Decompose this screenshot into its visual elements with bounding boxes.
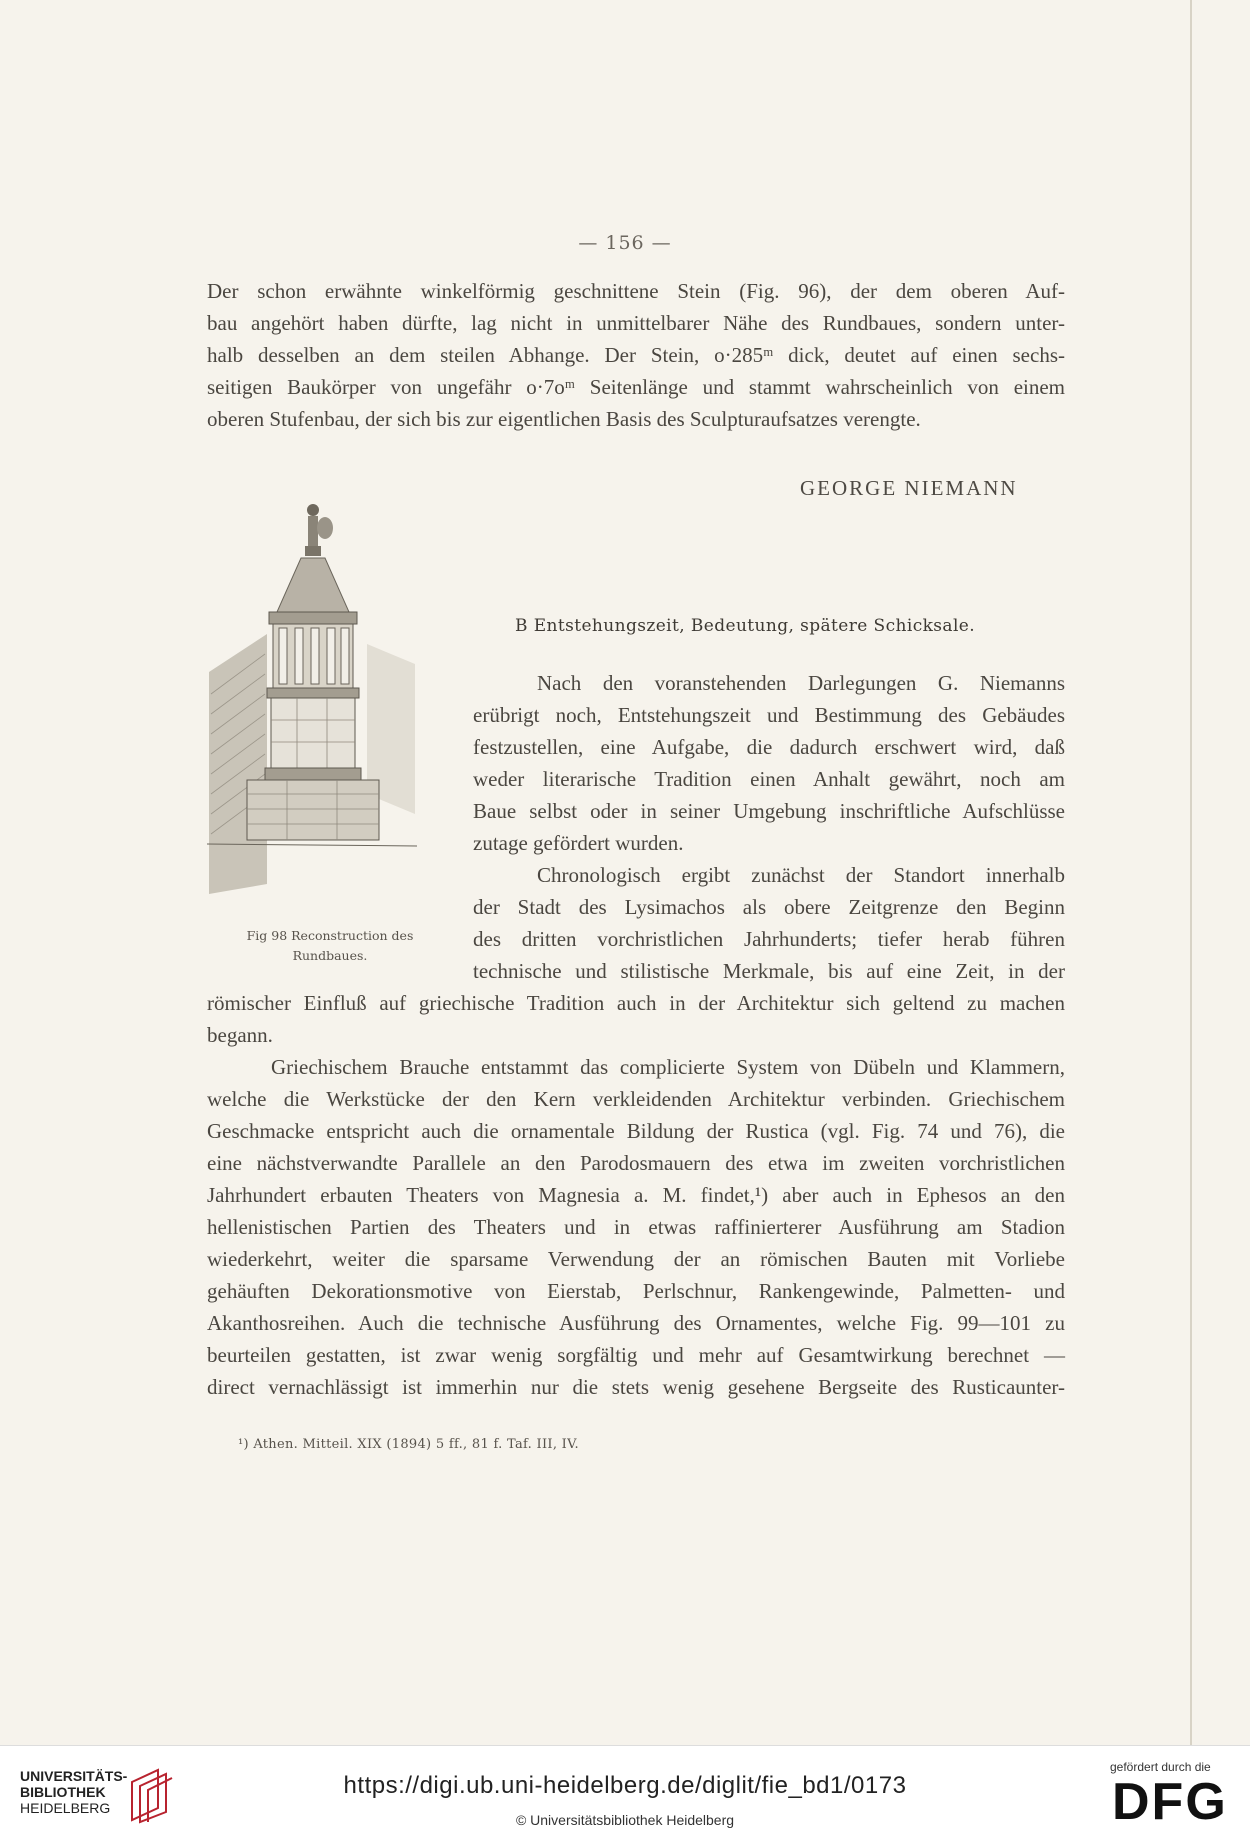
cornice <box>269 612 357 624</box>
statue <box>305 504 333 556</box>
base-moulding <box>267 688 359 698</box>
paragraph-1 <box>207 275 1065 435</box>
funding-label: gefördert durch die <box>1110 1760 1211 1774</box>
text-line: bau angehört haben dürfte, lag nicht in unmittelbarer Nähe des Rundbaues, sondern unter- <box>207 311 1065 335</box>
caption-line: Rundbaues. <box>292 948 368 963</box>
text-line: gehäuften Dekorationsmotive von Eierstab, Perlschnur, Rankengewinde, Palmetten- und <box>207 1279 1065 1303</box>
author-signature: GEORGE NIEMANN <box>800 476 1018 500</box>
text-line: eine nächstverwandte Parallele an den Parodosmauern des etwa im zweiten vorchristlichen <box>207 1151 1065 1175</box>
section-heading: B Entstehungszeit, Bedeutung, spätere Schicksale. <box>515 616 976 636</box>
hillside-shade <box>209 634 267 894</box>
text-line: begann. <box>207 1023 273 1047</box>
caption-line: Fig 98 Reconstruction des <box>246 928 414 943</box>
text-line: seitigen Baukörper von ungefähr o·7oᵐ Seitenlänge und stammt wahrscheinlich von einem <box>207 375 1065 399</box>
paragraph-2 <box>473 667 1065 987</box>
text-line: Geschmacke entspricht auch die ornamentale Bildung der Rustica (vgl. Fig. 74 und 76), die <box>207 1119 1065 1143</box>
text-line: hellenistischen Partien des Theaters und in etwas raffinierterer Ausführung am Stadion <box>207 1215 1065 1239</box>
text-line: weder literarische Tradition einen Anhalt gewährt, noch am <box>473 767 1065 791</box>
footnote-marker: ¹) <box>238 1437 249 1452</box>
text-line: festzustellen, eine Aufgabe, die dadurch erschwert wird, daß <box>473 735 1065 759</box>
text-line: zutage gefördert wurden. <box>473 831 684 855</box>
dfg-logo[interactable]: DFG <box>1112 1773 1228 1831</box>
paragraph-3 <box>207 987 1065 1403</box>
text-line: welche die Werkstücke der den Kern verkleidenden Architektur verbinden. Griechischem <box>207 1087 1065 1111</box>
text-line: beurteilen gestatten, ist zwar wenig sorgfältig und mehr auf Gesamtwirkung berechnet — <box>207 1343 1065 1367</box>
text-line: oberen Stufenbau, der sich bis zur eigentlichen Basis des Sculpturaufsatzes verengte. <box>207 407 921 431</box>
text-line: römischer Einfluß auf griechische Tradition auch in der Architektur sich geltend zu machen <box>207 991 1065 1015</box>
library-line: BIBLIOTHEK <box>20 1784 106 1800</box>
library-line: HEIDELBERG <box>20 1800 111 1816</box>
copyright-notice: © Universitätsbibliothek Heidelberg <box>515 1812 735 1828</box>
text-line: der Stadt des Lysimachos als obere Zeitgrenze den Beginn <box>473 895 1065 919</box>
text-line: wiederkehrt, weiter die sparsame Verwendung der an römischen Bauten mit Vorliebe <box>207 1247 1065 1271</box>
text-line: Jahrhundert erbauten Theaters von Magnesia a. M. findet,¹) aber auch in Ephesos an den <box>207 1183 1065 1207</box>
footnote <box>238 1437 579 1452</box>
text-line: erübrigt noch, Entstehungszeit und Bestimmung des Gebäudes <box>473 703 1065 727</box>
text-line: halb desselben an dem steilen Abhange. Der Stein, o·285ᵐ dick, deutet auf einen sechs- <box>207 343 1065 367</box>
figure-rundbau-illustration <box>207 494 417 914</box>
drum <box>271 698 355 768</box>
podium <box>247 780 379 840</box>
text-line: direct vernachlässigt ist immerhin nur die stets wenig gesehene Bergseite des Rusticaunter- <box>207 1375 1065 1399</box>
page-number: — 156 — <box>578 232 672 254</box>
figure-caption <box>230 926 430 966</box>
text-line: des dritten vorchristlichen Jahrhunderts; tiefer herab führen <box>473 927 1065 951</box>
footnote-text: Athen. Mitteil. XIX (1894) 5 ff., 81 f. Taf. III, IV. <box>253 1437 579 1452</box>
text-line: Griechischem Brauche entstammt das complicierte System von Dübeln und Klammern, <box>271 1055 1065 1079</box>
text-line: Baue selbst oder in seiner Umgebung inschriftliche Aufschlüsse <box>473 799 1065 823</box>
conical-roof <box>277 558 349 612</box>
viewer-footer <box>0 1745 1250 1841</box>
drum-base <box>265 768 361 780</box>
permalink-url[interactable]: https://digi.ub.uni-heidelberg.de/diglit/fie_bd1/0173 <box>343 1772 907 1799</box>
library-line: UNIVERSITÄTS- <box>20 1768 128 1784</box>
text-line: Nach den voranstehenden Darlegungen G. Niemanns <box>537 671 1065 695</box>
text-line: Der schon erwähnte winkelförmig geschnittene Stein (Fig. 96), der dem oberen Auf- <box>207 279 1065 303</box>
text-line: Chronologisch ergibt zunächst der Standort innerhalb <box>537 863 1065 887</box>
text-line: Akanthosreihen. Auch die technische Ausführung des Ornamentes, welche Fig. 99—101 zu <box>207 1311 1065 1335</box>
text-line: technische und stilistische Merkmale, bis auf eine Zeit, in der <box>473 959 1065 983</box>
page-edge <box>1190 0 1192 1745</box>
rundbau-drawing <box>207 494 417 914</box>
